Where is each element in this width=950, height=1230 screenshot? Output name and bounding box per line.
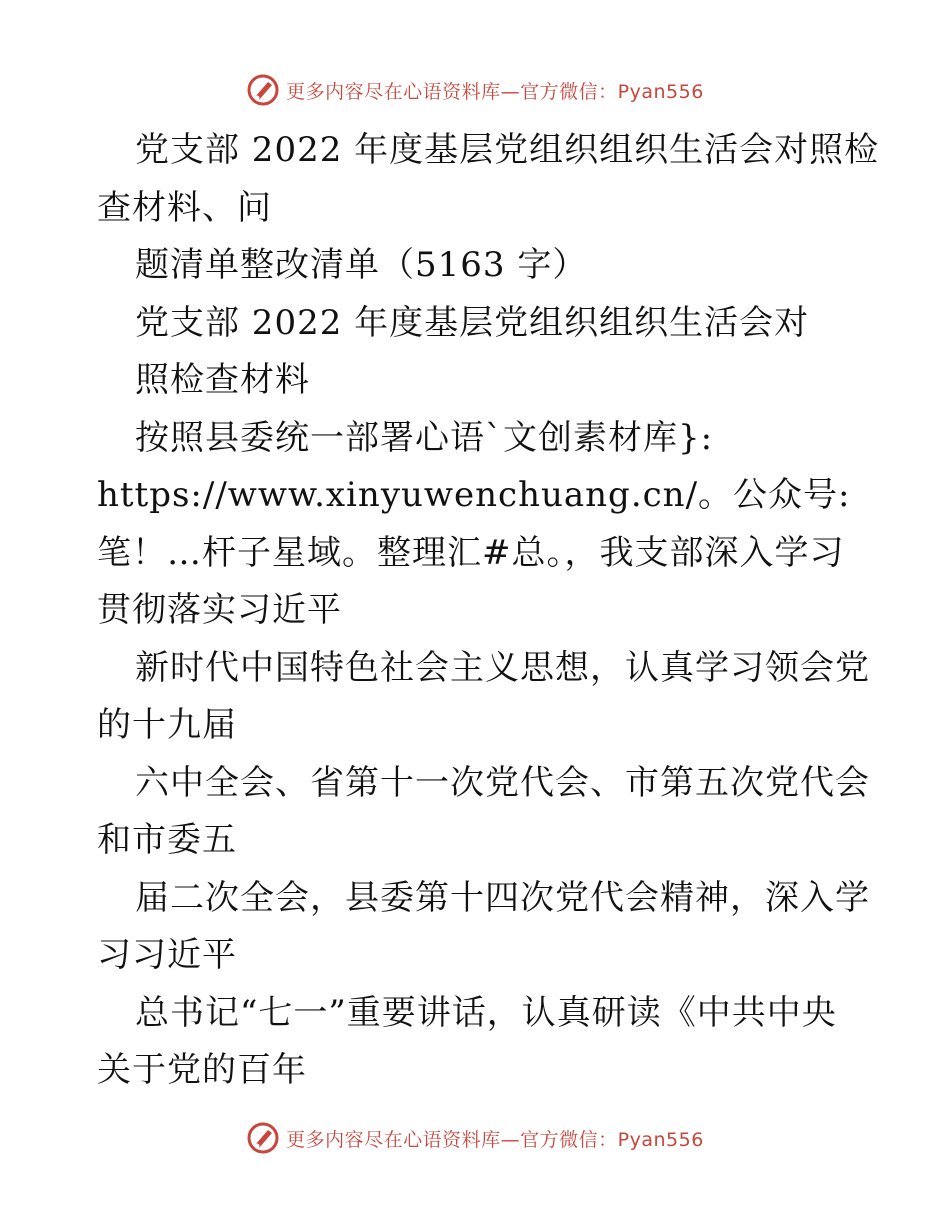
text-line: 贯彻落实习近平 <box>97 590 342 630</box>
text-line: https://www.xinyuwenchuang.cn/。公众号: <box>97 475 851 515</box>
text-line: 届二次全会，县委第十四次党代会精神，深入学 <box>135 877 870 918</box>
watermark-text: 更多内容尽在心语资料库—官方微信：Pyan556 <box>286 1128 704 1151</box>
text-line: 习习近平 <box>97 935 237 975</box>
text-line: 笔！…杆子星域。整理汇#总。，我支部深入学习 <box>97 532 845 573</box>
text-line: 和市委五 <box>97 820 237 860</box>
watermark-banner-top <box>0 70 950 110</box>
text-line: 党支部 2022 年度基层党组织组织生活会对照检 <box>135 130 880 170</box>
text-line: 照检查材料 <box>135 360 310 400</box>
pen-circle-logo-icon <box>246 1121 280 1155</box>
pen-circle-logo-icon <box>246 73 280 107</box>
document-body <box>97 122 897 1100</box>
text-line: 的十九届 <box>97 705 237 745</box>
text-line: 总书记“七一”重要讲话，认真研读《中共中央 <box>135 992 837 1033</box>
text-line: 按照县委统一部署心语`文创素材库}: <box>135 417 714 458</box>
text-line: 新时代中国特色社会主义思想，认真学习领会党 <box>135 647 870 688</box>
text-line: 查材料、问 <box>97 187 272 228</box>
watermark-text: 更多内容尽在心语资料库—官方微信：Pyan556 <box>286 80 704 103</box>
text-line: 六中全会、省第十一次党代会、市第五次党代会 <box>135 762 870 803</box>
text-line: 题清单整改清单（5163 字） <box>135 245 588 285</box>
text-line: 党支部 2022 年度基层党组织组织生活会对 <box>135 302 810 343</box>
text-line: 关于党的百年 <box>97 1050 307 1090</box>
watermark-banner-bottom <box>0 1118 950 1158</box>
